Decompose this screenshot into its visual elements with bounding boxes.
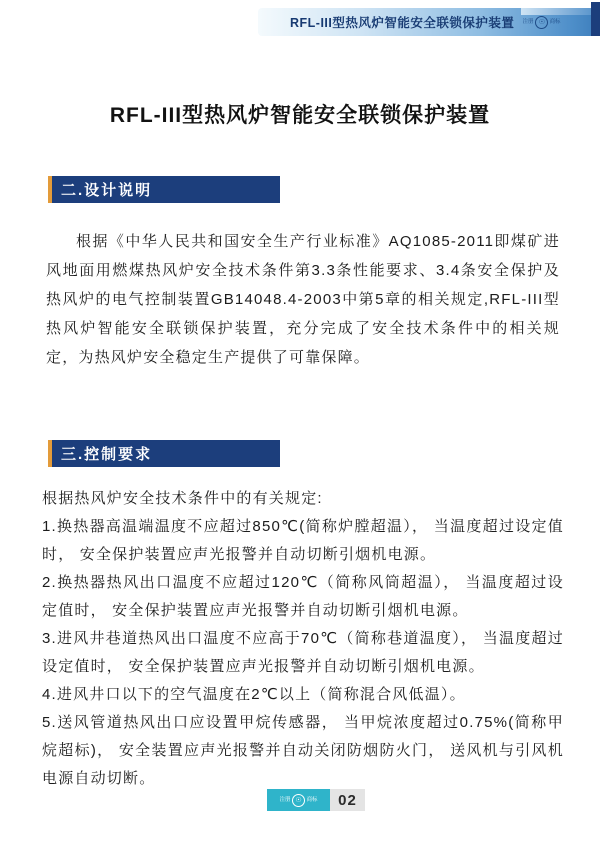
page-number: 02 [330, 789, 365, 811]
trademark-badge [522, 16, 561, 29]
design-description-paragraph: 根据《中华人民共和国安全生产行业标准》AQ1085-2011即煤矿进风地面用燃煤热风炉安全技术条件第3.3条性能要求、3.4条安全保护及热风炉的电气控制装置GB14048.4-2003中第5章的相关规定,RFL-III型热风炉智能安全联锁保护装置，充分完成了安全技术条件中的相关规定，为热风炉安全稳定生产提供了可靠保障。 [46, 233, 560, 366]
trademark-emblem-icon: ☉ [535, 16, 548, 29]
requirement-item-2: 2.换热器热风出口温度不应超过120℃（简称风筒超温）， 当温度超过设定值时， 安全保护装置应声光报警并自动切断引烟机电源。 [42, 574, 564, 619]
page-header-banner [258, 8, 600, 36]
page-title: RFL-III型热风炉智能安全联锁保护装置 [109, 104, 491, 127]
header-corner-accent [521, 8, 591, 15]
footer-trademark-emblem-icon: ☉ [292, 794, 305, 807]
trademark-left-label: 注册 [522, 19, 534, 25]
requirement-item-5: 5.送风管道热风出口应设置甲烷传感器， 当甲烷浓度超过0.75%(简称甲烷超标)， 安全装置应声光报警并自动关闭防烟防火门， 送风机与引风机电源自动切断。 [42, 714, 564, 787]
control-requirements-block [42, 485, 564, 793]
control-requirements-intro: 根据热风炉安全技术条件中的有关规定: [42, 490, 323, 507]
requirement-item-3: 3.进风井巷道热风出口温度不应高于70℃（简称巷道温度）， 当温度超过设定值时， 安全保护装置应声光报警并自动切断引烟机电源。 [42, 630, 564, 675]
header-title: RFL-III型热风炉智能安全联锁保护装置 [290, 16, 515, 30]
footer-trademark-badge [267, 789, 330, 811]
footer-trademark-left-label: 注册 [279, 797, 291, 803]
section-heading-control: 三.控制要求 [48, 440, 280, 467]
footer-trademark-right-label: 商标 [306, 797, 318, 803]
footer-trademark [279, 794, 318, 807]
page-footer [267, 789, 365, 811]
requirement-item-4: 4.进风井口以下的空气温度在2℃以上（简称混合风低温）。 [42, 686, 466, 703]
section-heading-design: 二.设计说明 [48, 176, 280, 203]
requirement-item-1: 1.换热器高温端温度不应超过850℃(简称炉膛超温）， 当温度超过设定值时， 安全保护装置应声光报警并自动切断引烟机电源。 [42, 518, 564, 563]
trademark-right-label: 商标 [550, 19, 561, 25]
